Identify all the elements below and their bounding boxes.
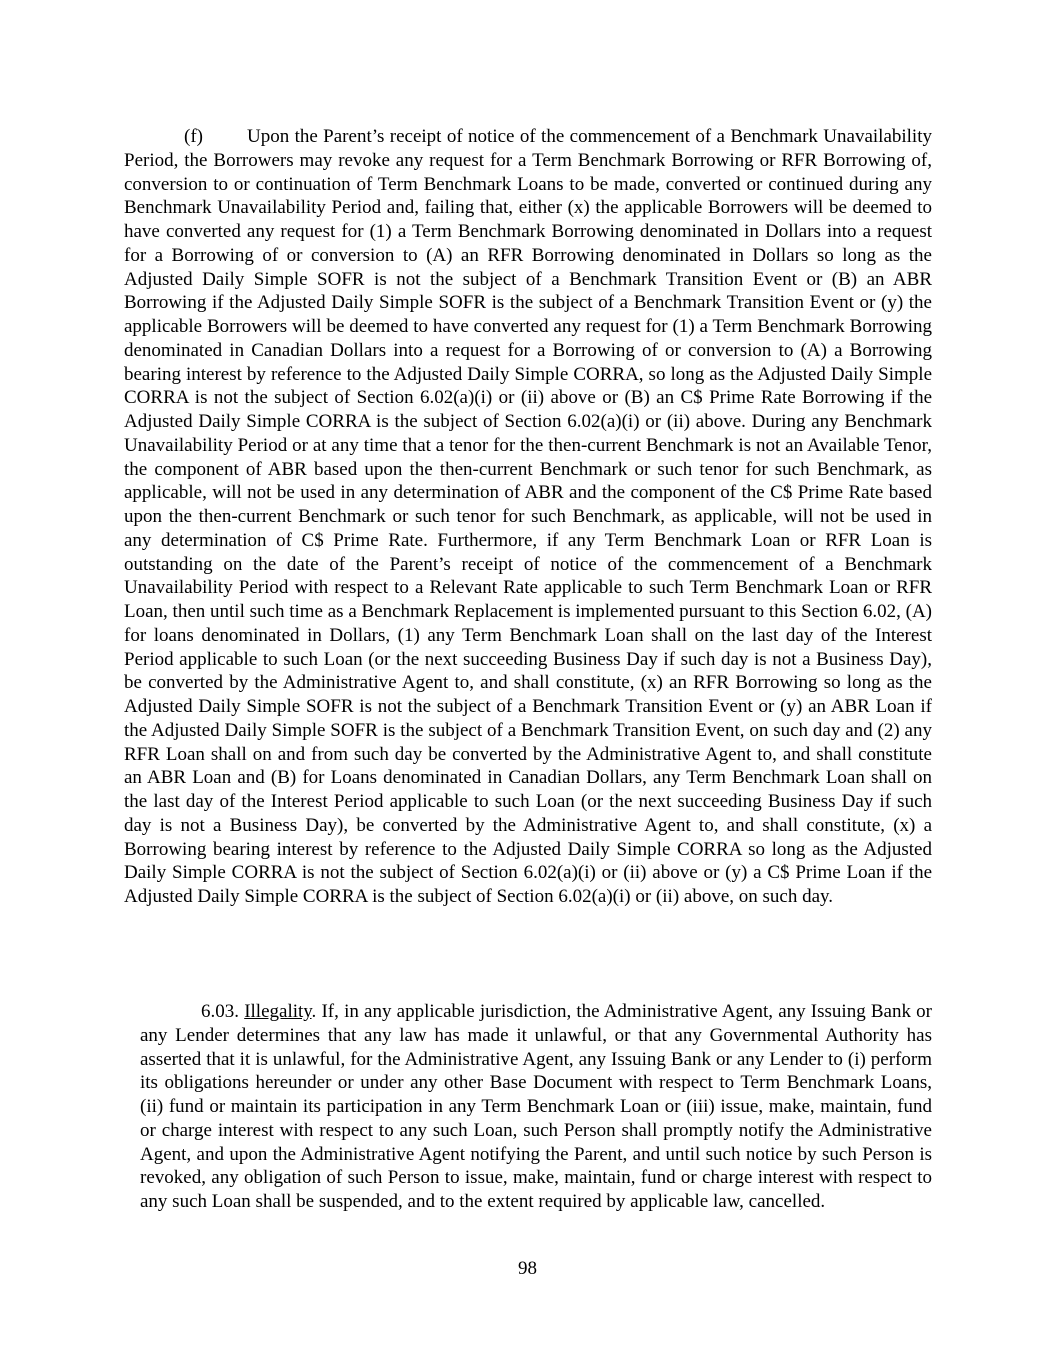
section-heading: Illegality <box>244 1001 312 1022</box>
paragraph-f-text: Upon the Parent’s receipt of notice of the commencement of a Benchmark Unavailability Period, the Borrowers may revoke any request for a Term Benchmark Borrowing or RFR Borrowing of, conversion to or continuation of Term Benchmark Loans to be made, converted or continued during any Benchmark Unavailability Period and, failing that, either (x) the applicable Borrowers will be deemed to have converted any request for (1) a Term Benchmark Borrowing denominated in Dollars into a request for a Borrowing of or conversion to (A) an RFR Borrowing denominated in Dollars so long as the Adjusted Daily Simple SOFR is not the subject of a Benchmark Transition Event or (B) an ABR Borrowing if the Adjusted Daily Simple SOFR is the subject of a Benchmark Transition Event or (y) the applicable Borrowers will be deemed to have converted any request for (1) a Term Benchmark Borrowing denominated in Canadian Dollars into a request for a Borrowing of or conversion to (A) a Borrowing bearing interest by reference to the Adjusted Daily Simple CORRA, so long as the Adjusted Daily Simple CORRA is not the subject of Section 6.02(a)(i) or (ii) above or (B) an C$ Prime Rate Borrowing if the Adjusted Daily Simple CORRA is the subject of Section 6.02(a)(i) or (ii) above. During any Benchmark Unavailability Period or at any time that a tenor for the then-current Benchmark is not an Available Tenor, the component of ABR based upon the then-current Benchmark or such tenor for such Benchmark, as applicable, will not be used in any determination of ABR and the component of the C$ Prime Rate based upon the then-current Benchmark or such tenor for such Benchmark, as applicable, will not be used in any determination of C$ Prime Rate. Furthermore, if any Term Benchmark Loan or RFR Loan is outstanding on the date of the Parent’s receipt of notice of the commencement of a Benchmark Unavailability Period with respect to a Relevant Rate applicable to such Term Benchmark Loan or RFR Loan, then until such time as a Benchmark Replacement is implemented pursuant to this Section 6.02, (A) for loans denominated in Dollars, (1) any Term Benchmark Loan shall on the last day of the Interest Period applicable to such Loan (or the next succeeding Business Day if such day is not a Business Day), be converted by the Administrative Agent to, and shall constitute, (x) an RFR Borrowing so long as the Adjusted Daily Simple SOFR is not the subject of a Benchmark Transition Event or (y) an ABR Loan if the Adjusted Daily Simple SOFR is the subject of a Benchmark Transition Event, on such day and (2) any RFR Loan shall on and from such day be converted by the Administrative Agent to, and shall constitute an ABR Loan and (B) for Loans denominated in Canadian Dollars, any Term Benchmark Loan shall on the last day of the Interest Period applicable to such Loan (or the next succeeding Business Day if such day is not a Business Day), be converted by the Administrative Agent to, and shall constitute, (x) a Borrowing bearing interest by reference to the Adjusted Daily Simple CORRA so long as the Adjusted Daily Simple CORRA is not the subject of Section 6.02(a)(i) or (ii) above or (y) a C$ Prime Loan if the Adjusted Daily Simple CORRA is the subject of Section 6.02(a)(i) or (ii) above, on such day. <box>124 126 932 907</box>
page-number: 98 <box>518 1258 537 1279</box>
section-number: 6.03. <box>201 1001 239 1022</box>
paragraph-label: (f) <box>184 126 203 147</box>
section-6-03 <box>140 1000 932 1214</box>
section-6-03-text: . If, in any applicable jurisdiction, the Administrative Agent, any Issuing Bank or any Lender determines that any law has made it unlawful, or that any Governmental Authority has asserted that it is unlawful, for the Administrative Agent, any Issuing Bank or any Lender to (i) perform its obligations hereunder or under any other Base Document with respect to Term Benchmark Loans, (ii) fund or maintain its participation in any Term Benchmark Loan or (iii) issue, make, maintain, fund or charge interest with respect to any such Loan, such Person shall promptly notify the Administrative Agent, and upon the Administrative Agent notifying the Parent, and until such notice by such Person is revoked, any obligation of such Person to issue, make, maintain, fund or charge interest with respect to any such Loan shall be suspended, and to the extent required by applicable law, cancelled. <box>140 1001 932 1212</box>
paragraph-f <box>124 125 932 909</box>
